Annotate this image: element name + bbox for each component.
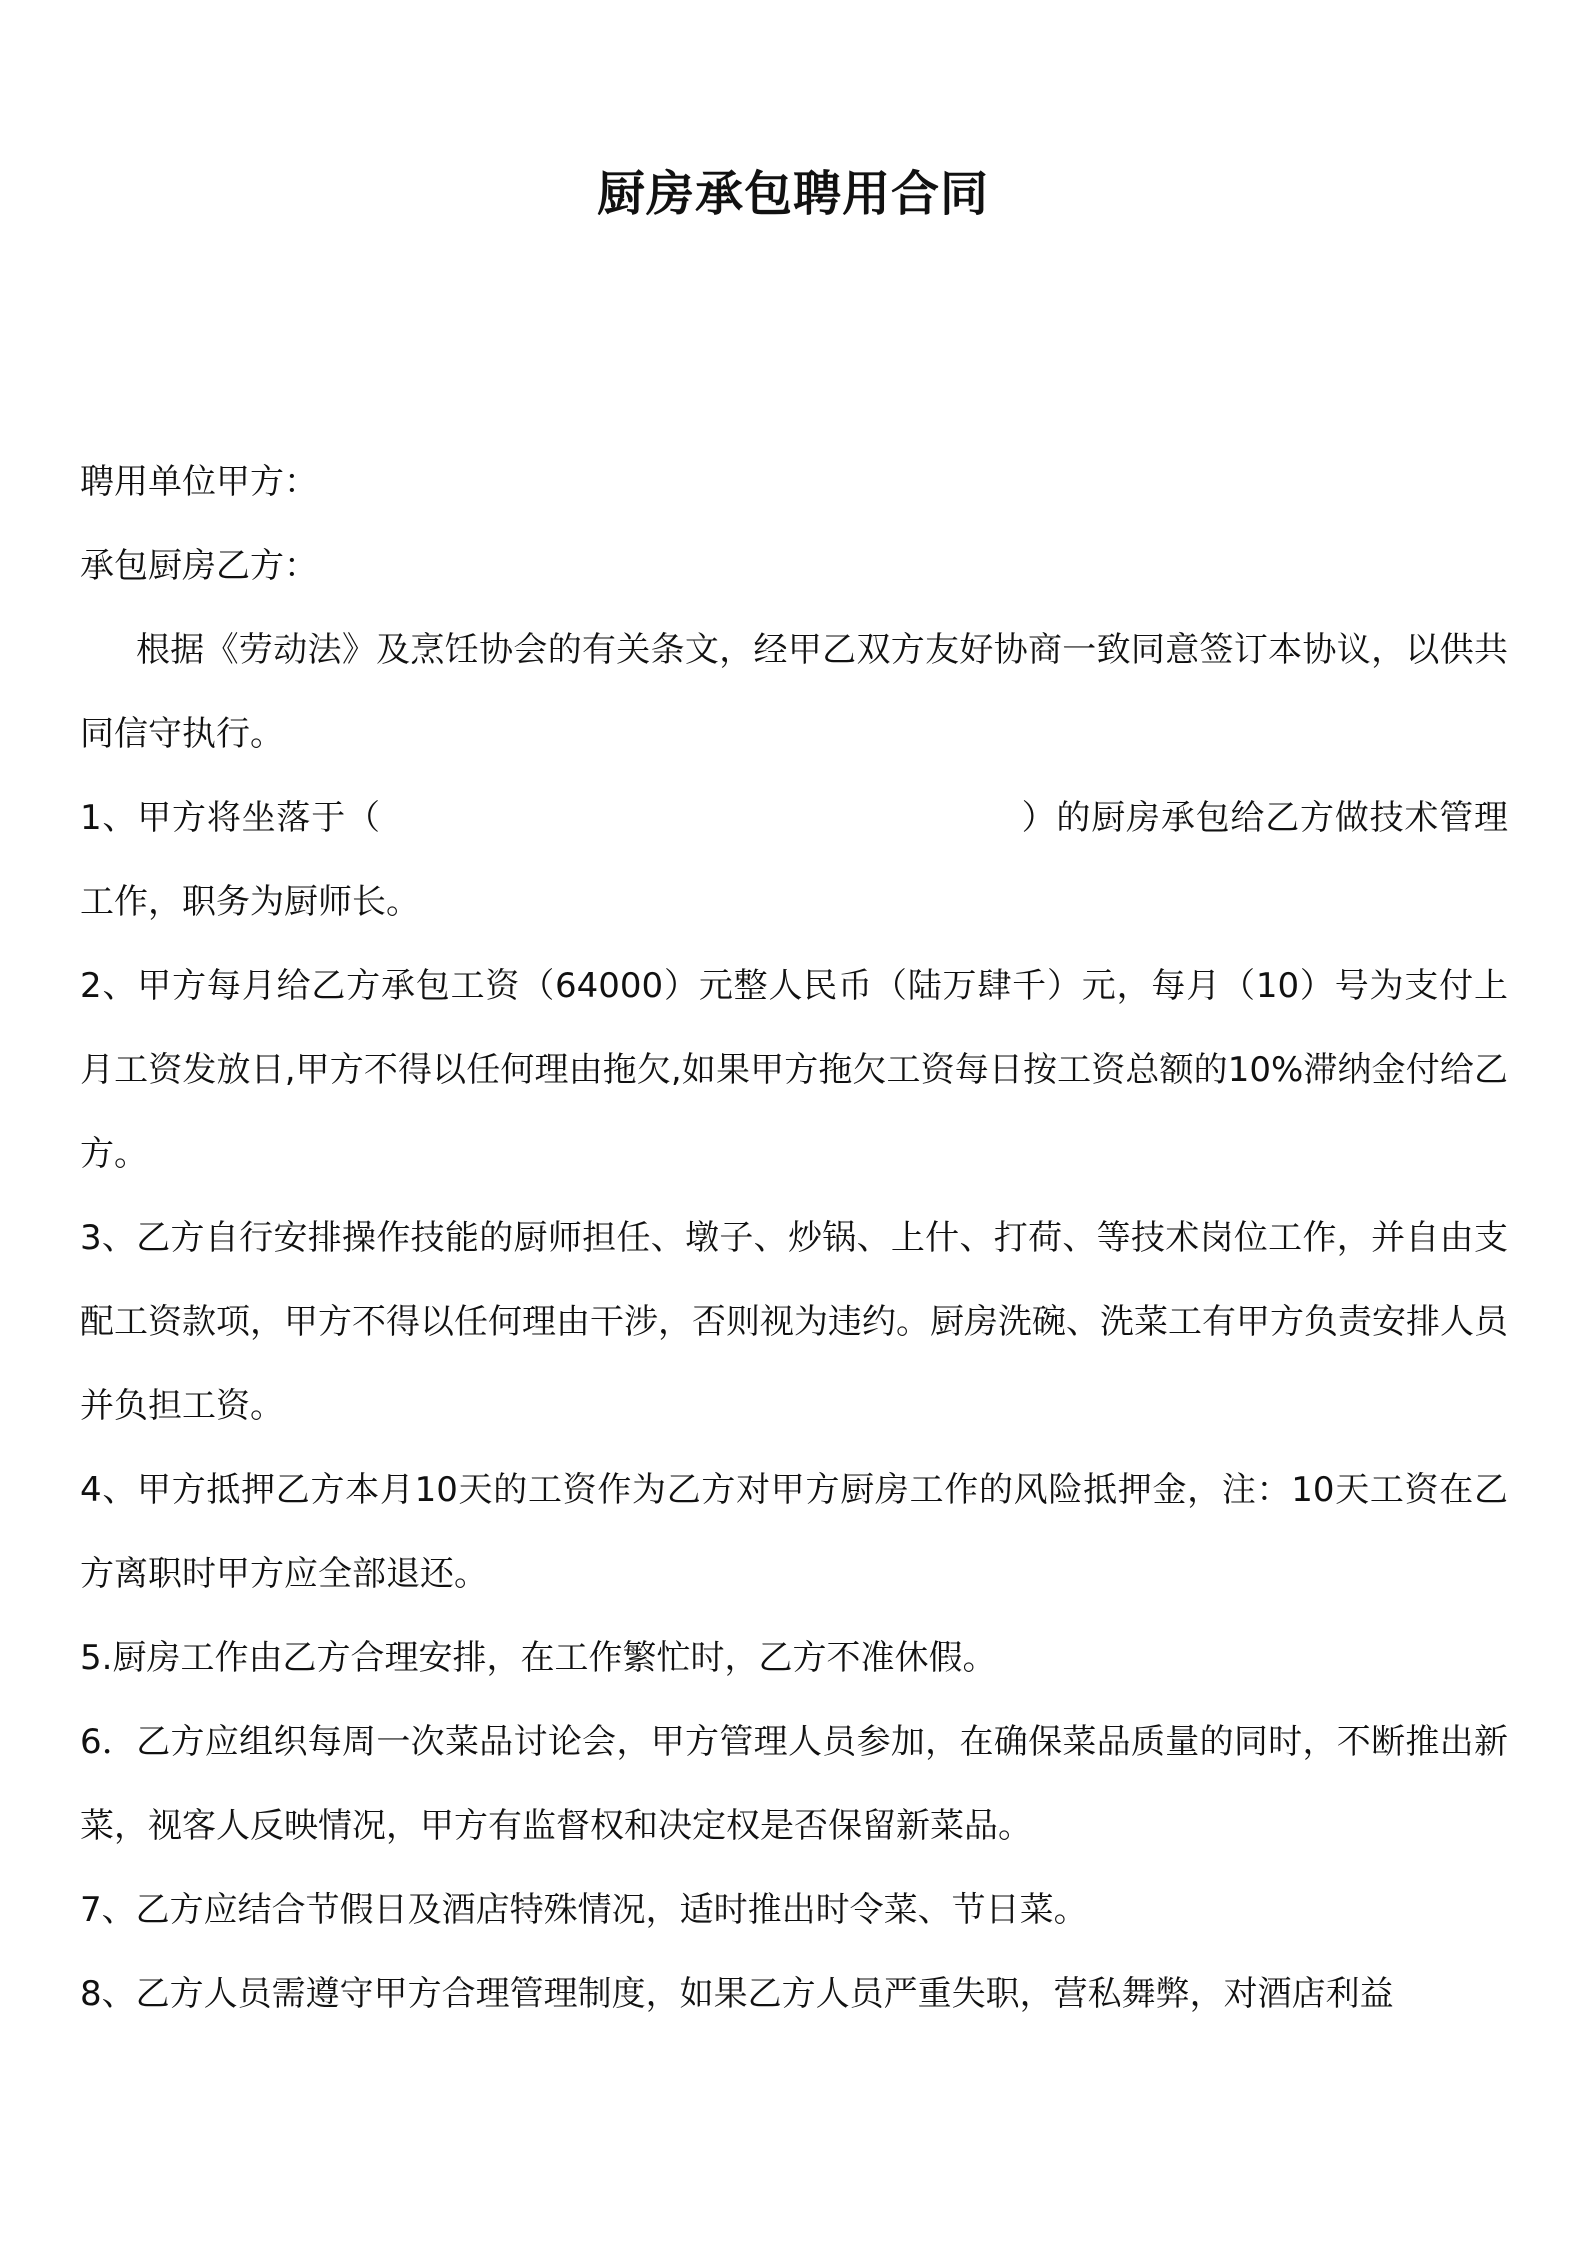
clause-8: 8、乙方人员需遵守甲方合理管理制度，如果乙方人员严重失职，营私舞弊，对酒店利益 — [80, 1974, 1394, 2014]
clause-3: 3、乙方自行安排操作技能的厨师担任、墩子、炒锅、上什、打荷、等技术岗位工作，并自由支配工资款项，甲方不得以任何理由干涉，否则视为违约。厨房洗碗、洗菜工有甲方负责安排人员并负担工资。 — [80, 1218, 1508, 1426]
clause-1 — [80, 776, 1508, 944]
document-body — [80, 440, 1508, 2036]
clause-7: 7、乙方应结合节假日及酒店特殊情况，适时推出时令菜、节日菜。 — [80, 1890, 1088, 1930]
clause-1-before: 1、甲方将坐落于（ — [80, 798, 381, 838]
clause-5: 5.厨房工作由乙方合理安排，在工作繁忙时，乙方不准休假。 — [80, 1638, 997, 1678]
document-title: 厨房承包聘用合同 — [596, 166, 989, 222]
preamble-paragraph: 根据《劳动法》及烹饪协会的有关条文，经甲乙双方友好协商一致同意签订本协议，以供共同信守执行。 — [80, 630, 1508, 754]
clause-4: 4、甲方抵押乙方本月10天的工资作为乙方对甲方厨房工作的风险抵押金，注：10天工资在乙方离职时甲方应全部退还。 — [80, 1470, 1508, 1594]
clause-2: 2、甲方每月给乙方承包工资（64000）元整人民币（陆万肆千）元，每月（10）号为支付上月工资发放日,甲方不得以任何理由拖欠,如果甲方拖欠工资每日按工资总额的10%滞纳金付给乙方。 — [80, 966, 1508, 1174]
clause-6: 6．乙方应组织每周一次菜品讨论会，甲方管理人员参加，在确保菜品质量的同时，不断推出新菜，视客人反映情况，甲方有监督权和决定权是否保留新菜品。 — [80, 1722, 1508, 1846]
party-a-label: 聘用单位甲方： — [80, 462, 318, 502]
clause-1-after: ）的厨房承包给乙方做技术管理工作，职务为厨师长。 — [80, 798, 1509, 922]
party-b-label: 承包厨房乙方： — [80, 546, 318, 586]
